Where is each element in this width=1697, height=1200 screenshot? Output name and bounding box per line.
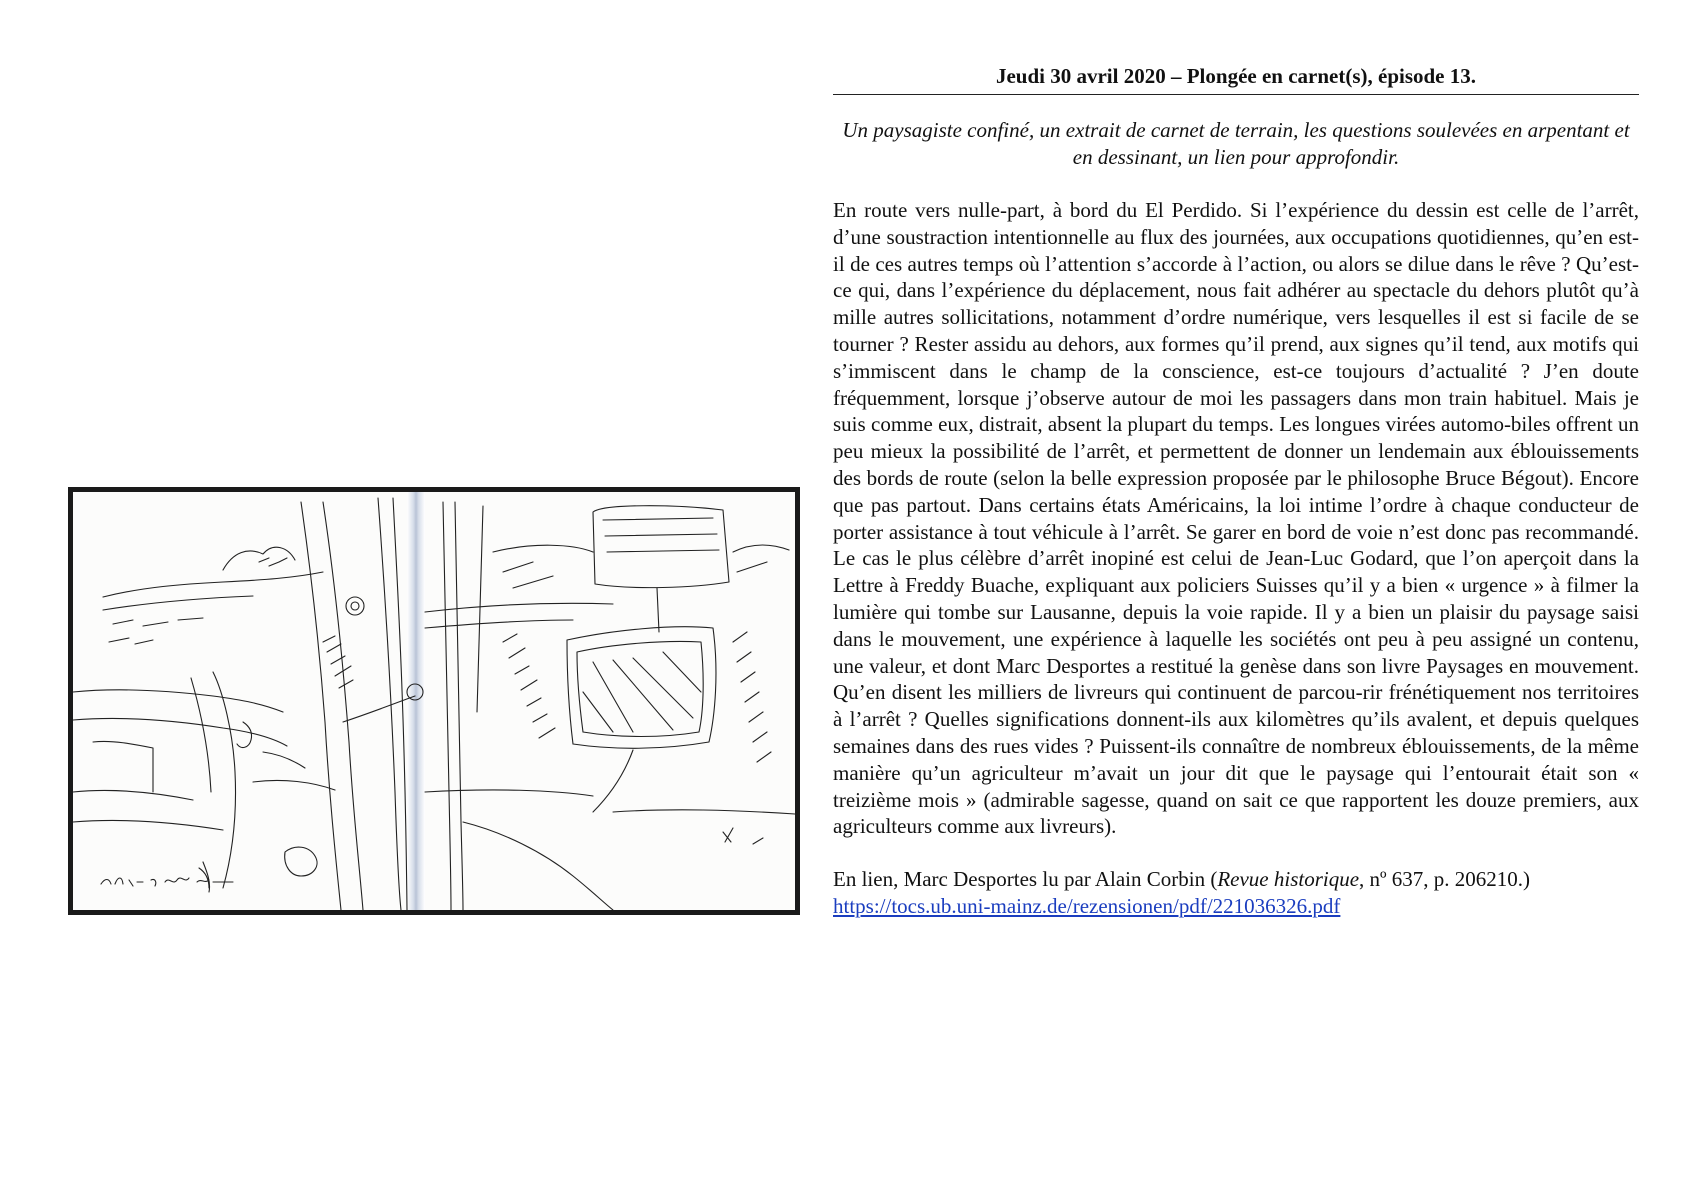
reference-prefix: En lien, Marc Desportes lu par Alain Corbin ( — [833, 867, 1218, 892]
reference-block — [833, 866, 1639, 920]
page-title: Jeudi 30 avril 2020 – Plongée en carnet(s), épisode 13. — [833, 62, 1639, 95]
reference-citation — [833, 866, 1639, 893]
article-body: En route vers nulle-part, à bord du El Perdido. Si l’expérience du dessin est celle de l’arrêt, d’une soustraction intentionnelle au flux des journées, aux occupations quotidiennes, qu’en est-il de ces autres temps où l’attention s’accorde à l’action, ou alors se dilue dans le rêve ? Qu’est-ce qui, dans l’expérience du déplacement, nous fait adhérer au spectacle du dehors plutôt qu’à mille autres sollicitations, notamment d’ordre numérique, vers lesquelles il est si facile de se tourner ? Rester assidu au dehors, aux formes qu’il prend, aux signes qu’il tend, aux motifs qui s’immiscent dans le champ de la conscience, est-ce toujours d’actualité ? J’en doute fréquemment, lorsque j’observe autour de moi les passagers dans mon train habituel. Mais je suis comme eux, distrait, absent la plupart du temps. Les longues virées automo-biles offrent un peu mieux la possibilité de l’arrêt, et permettent de donner un lendemain aux éblouissements des bords de route (selon la belle expression proposée par le philosophe Bruce Bégout). Encore que pas partout. Dans certains états Américains, la loi intime l’ordre à chaque conducteur de porter assistance à tout véhicule à l’arrêt. Se garer en bord de voie n’est donc pas recommandé. Le cas le plus célèbre d’arrêt inopiné est celui de Jean-Luc Godard, que l’on aperçoit dans la Lettre à Freddy Buache, expliquant aux policiers Suisses qu’il y a bien « urgence » à filmer la lumière qui tombe sur Lausanne, depuis la voie rapide. Il y a bien un plaisir du paysage saisi dans le mouvement, une expérience à laquelle les sociétés ont peu à peu assigné un contenu, une valeur, et dont Marc Desportes a restitué la genèse dans son livre Paysages en mouvement. Qu’en disent les milliers de livreurs qui continuent de parcou-rir frénétiquement nos territoires à l’arrêt ? Quelles significations donnent-ils aux kilomètres qu’ils avalent, et depuis quelques semaines dans des rues vides ? Puissent-ils connaître de nombreux éblouissements, de la même manière qu’un agriculteur m’avait un jour dit que le paysage qui l’entourait était son « treizième mois » (admirable sagesse, quand on sait ce que rapportent les douze premiers, aux agriculteurs comme aux livreurs). — [833, 198, 1639, 839]
sketchbook-image — [68, 487, 800, 915]
article-subtitle: Un paysagiste confiné, un extrait de carnet de terrain, les questions soulevées en arpentant et en dessinant, un lien pour approfondir. — [842, 118, 1630, 169]
reference-link[interactable]: https://tocs.ub.uni-mainz.de/rezensionen/pdf/221036326.pdf — [833, 893, 1341, 918]
roadside-sketch-drawing — [73, 492, 795, 910]
reference-journal: Revue historique — [1217, 867, 1360, 892]
reference-suffix: , nº 637, p. 206210.) — [1359, 867, 1531, 892]
article-column — [833, 62, 1639, 920]
